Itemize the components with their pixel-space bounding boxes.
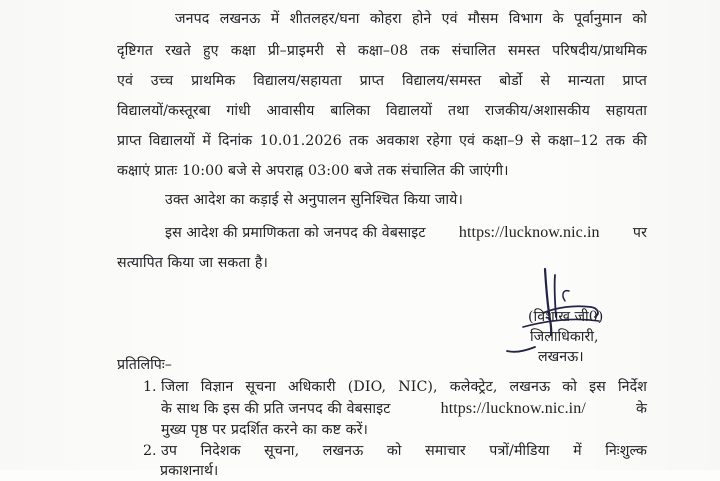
copy-item-1-tail: के: [636, 401, 647, 417]
verification-paragraph-line-2: सत्यापित किया जा सकता है।: [117, 255, 269, 271]
signatory-place: लखनऊ।: [538, 349, 584, 365]
copy-item-1-line-3: मुख्य पृष्ठ पर प्रदर्शित करने का कष्ट करें।: [161, 422, 368, 438]
copy-item-2-line-1: उप निदेशक सूचना, लखनऊ को समाचार पत्रों/मीडिया में निःशुल्क: [161, 443, 647, 459]
copy-item-1-line-2: [161, 399, 647, 419]
district-website-url: https://lucknow.nic.in: [458, 224, 600, 241]
verification-text: इस आदेश की प्रमाणिकता को जनपद की वेबसाइट: [165, 225, 426, 241]
copy-item-2-line-2: प्रकाशनार्थ।: [160, 463, 219, 479]
signatory-designation: जिलाधिकारी,: [530, 329, 599, 345]
copy-item-1-line-1: जिला विज्ञान सूचना अधिकारी (DIO, NIC), कलेक्ट्रेट, लखनऊ को इस निर्देश: [161, 379, 647, 395]
order-paragraph-line-6: कक्षाएं प्रातः 10:00 बजे से अपराह्न 03:00 बजे तक संचालित की जाएंगी।: [117, 163, 509, 179]
verification-tail: पर: [632, 225, 647, 241]
copy-item-1-number: 1.: [143, 379, 157, 395]
order-paragraph-line-1: जनपद लखनऊ में शीतलहर/घना कोहरा होने एवं मौसम विभाग के पूर्वानुमान को: [175, 11, 647, 27]
copy-item-1-text: के साथ कि इस की प्रति जनपद की वेबसाइट: [161, 401, 391, 417]
order-paragraph-line-4: विद्यालयों/कस्तूरबा गांधी आवासीय बालिका विद्यालयों तथा राजकीय/अशासकीय सहायता: [117, 103, 647, 119]
signatory-name: (विशाख जी0): [528, 309, 604, 325]
copy-to-label: प्रतिलिपिः–: [117, 357, 172, 373]
order-paragraph-line-3: एवं उच्च प्राथमिक विद्यालय/सहायता प्राप्त विद्यालय/समस्त बोर्डो से मान्यता प्राप्त: [117, 73, 647, 89]
nic-website-url: https://lucknow.nic.in/: [440, 400, 586, 417]
verification-paragraph-line-1: [165, 223, 647, 243]
order-paragraph-line-5: प्राप्त विद्यालयों में दिनांक 10.01.2026 तक अवकाश रहेगा एवं कक्षा–9 से कक्षा–12 तक की: [117, 133, 647, 149]
copy-item-2-number: 2.: [143, 443, 157, 459]
compliance-paragraph: उक्त आदेश का कड़ाई से अनुपालन सुनिश्चित किया जाये।: [165, 192, 463, 208]
order-paragraph-line-2: दृष्टिगत रखते हुए कक्षा प्री–प्राइमरी से कक्षा–08 तक संचालित समस्त परिषदीय/प्राथमिक: [117, 43, 647, 59]
